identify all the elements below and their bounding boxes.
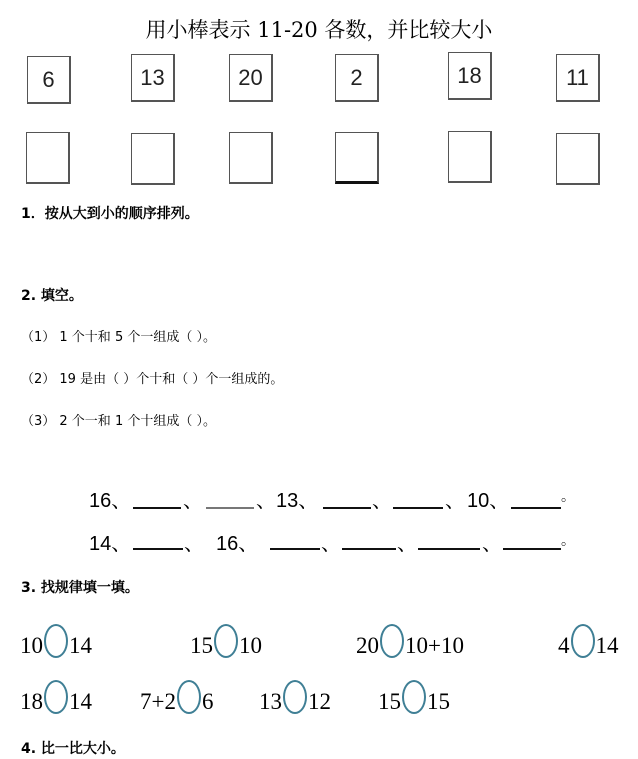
- seq-blank[interactable]: [270, 548, 320, 550]
- answer-box[interactable]: [229, 132, 273, 184]
- seq-sep: 、: [256, 490, 276, 512]
- q2-heading: 2. 填空。: [21, 288, 83, 304]
- compare-circle[interactable]: [44, 624, 68, 658]
- q1-heading: 1．按从大到小的顺序排列。: [21, 206, 199, 222]
- right-operand: 14: [69, 689, 92, 714]
- number-card: 11: [556, 54, 600, 102]
- seq-sep: 、: [445, 490, 465, 512]
- right-operand: 12: [308, 689, 331, 714]
- compare-item: [356, 633, 464, 659]
- right-operand: 15: [427, 689, 450, 714]
- seq-blank[interactable]: [511, 507, 561, 509]
- right-operand: 10: [239, 633, 262, 658]
- compare-item: [558, 633, 619, 659]
- answer-box[interactable]: [26, 132, 70, 184]
- number-card: 20: [229, 54, 273, 102]
- number-card: 18: [448, 52, 492, 100]
- seq-sep: 、: [482, 533, 502, 555]
- seq-sep: 、: [397, 533, 417, 555]
- left-operand: 13: [259, 689, 282, 714]
- seq-blank[interactable]: [133, 507, 181, 509]
- compare-circle[interactable]: [177, 680, 201, 714]
- compare-item: [190, 633, 262, 659]
- compare-circle[interactable]: [571, 624, 595, 658]
- seq-blank[interactable]: [418, 548, 480, 550]
- seq-number: 13、: [276, 490, 319, 512]
- left-operand: 10: [20, 633, 43, 658]
- compare-item: [140, 689, 213, 715]
- compare-circle[interactable]: [380, 624, 404, 658]
- compare-circle[interactable]: [283, 680, 307, 714]
- seq-number: 14、: [89, 533, 132, 555]
- right-operand: 6: [201, 689, 214, 714]
- compare-circle[interactable]: [214, 624, 238, 658]
- answer-box[interactable]: [335, 132, 379, 184]
- page-title: 用小棒表示 11-20 各数，并比较大小: [145, 18, 493, 42]
- q4-heading: 4. 比一比大小。: [21, 741, 125, 757]
- compare-item: [20, 689, 92, 715]
- seq-blank[interactable]: [503, 548, 561, 550]
- compare-item: [378, 689, 450, 715]
- answer-box[interactable]: [131, 133, 175, 185]
- compare-item: [20, 633, 92, 659]
- answer-box[interactable]: [448, 131, 492, 183]
- seq-sep: 、: [321, 533, 341, 555]
- left-operand: 15: [378, 689, 401, 714]
- number-card: 2: [335, 54, 379, 102]
- compare-item: [259, 689, 331, 715]
- seq-sep: 、: [372, 490, 392, 512]
- fill-item: （3） 2 个一和 1 个十组成（ ）。: [21, 414, 216, 429]
- seq-blank[interactable]: [206, 507, 254, 509]
- compare-circle[interactable]: [44, 680, 68, 714]
- number-card: 6: [27, 56, 71, 104]
- answer-box[interactable]: [556, 133, 600, 185]
- fill-item: （2） 19 是由（ ）个十和（ ）个一组成的。: [21, 372, 284, 387]
- seq-blank[interactable]: [393, 507, 443, 509]
- q3-heading: 3. 找规律填一填。: [21, 580, 139, 596]
- seq-blank[interactable]: [133, 548, 183, 550]
- left-operand: 18: [20, 689, 43, 714]
- seq-blank[interactable]: [323, 507, 371, 509]
- seq-number: 16、: [89, 490, 132, 512]
- right-operand: 14: [69, 633, 92, 658]
- seq-number: 10、: [467, 490, 510, 512]
- number-card: 13: [131, 54, 175, 102]
- seq-sep: 、: [184, 533, 204, 555]
- left-operand: 20: [356, 633, 379, 658]
- seq-blank[interactable]: [342, 548, 396, 550]
- seq-number: 16、: [216, 533, 259, 555]
- left-operand: 4: [558, 633, 570, 658]
- seq-sep: 、: [183, 490, 203, 512]
- seq-end: 。: [561, 488, 575, 504]
- right-operand: 10+10: [405, 633, 464, 658]
- right-operand: 14: [595, 633, 619, 658]
- left-operand: 15: [190, 633, 213, 658]
- fill-item: （1） 1 个十和 5 个一组成（ ）。: [21, 330, 216, 345]
- left-operand: 7+2: [140, 689, 176, 714]
- seq-end: 。: [561, 532, 575, 548]
- compare-circle[interactable]: [402, 680, 426, 714]
